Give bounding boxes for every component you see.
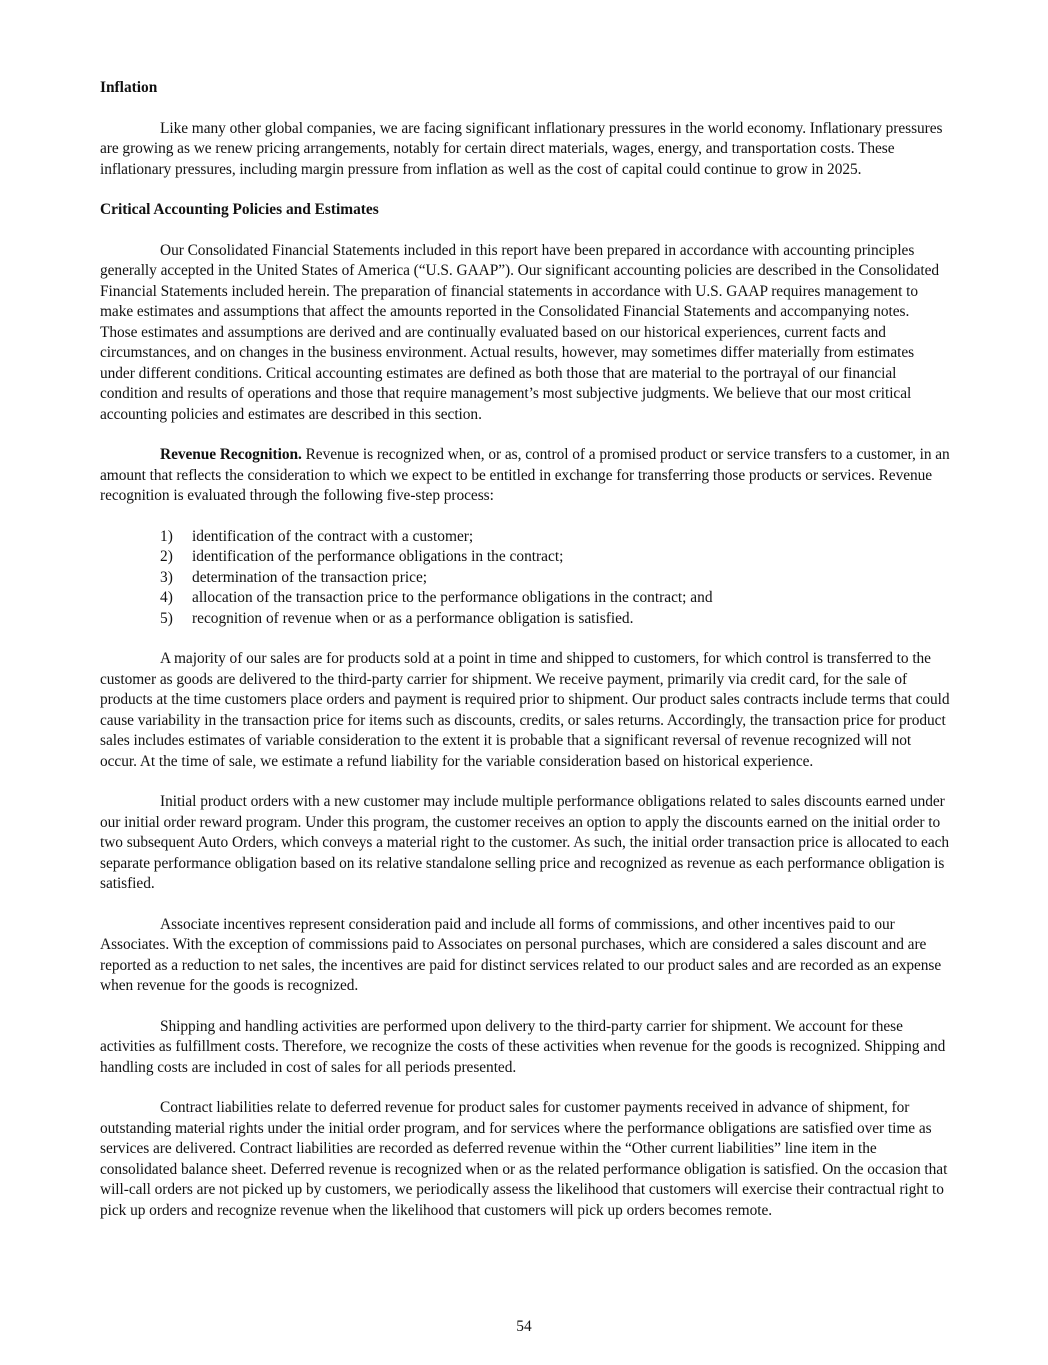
list-item-text: allocation of the transaction price to the performance obligations in the contract; and bbox=[192, 589, 713, 606]
list-item-number: 4) bbox=[160, 589, 173, 606]
section-heading-inflation: Inflation bbox=[100, 79, 158, 96]
list-item-text: recognition of revenue when or as a performance obligation is satisfied. bbox=[192, 609, 634, 627]
revenue-recognition-intro: Revenue is recognized when, or as, control of a promised product or service transfers to a customer, in an amount that reflects the consideration to which we expect to be entitled in exchange for transferring those products or services. Revenue recognition is evaluated through the following five-step process: bbox=[100, 446, 950, 504]
list-item-text: determination of the transaction price; bbox=[192, 568, 428, 586]
paragraph-point-in-time-sales: A majority of our sales are for products sold at a point in time and shipped to customers, for which control is transferred to the customer as goods are delivered to the third-party carrier for shipment. We receive payment, primarily via credit card, for the sale of products at the time customers place orders and payment is required prior to shipment. Our product sales contracts include terms that could cause variability in the transaction price for items such as discounts, credits, or sales returns. Accordingly, the transaction price for product sales includes estimates of variable consideration to the extent it is probable that a significant reversal of revenue recognized will not occur. At the time of sale, we estimate a refund liability for the variable consideration based on historical experience. bbox=[100, 650, 950, 770]
paragraph-initial-order-reward: Initial product orders with a new customer may include multiple performance obligations related to sales discounts earned under our initial order reward program. Under this program, the customer receives an option to apply the discounts earned on the initial order to two subsequent Auto Orders, which conveys a material right to the customer. As such, the initial order transaction price is allocated to each separate performance obligation based on its relative standalone selling price and recognized as revenue as each performance obligation is satisfied. bbox=[100, 793, 950, 892]
list-item bbox=[160, 527, 950, 548]
paragraph-revenue-recognition bbox=[100, 445, 950, 507]
five-step-list bbox=[100, 527, 950, 630]
paragraph-contract-liabilities: Contract liabilities relate to deferred revenue for product sales for customer payments received in advance of shipment, for outstanding material rights under the initial order program, and for services where the performance obligations are satisfied over time as services are delivered. Contract liabilities are recorded as deferred revenue within the “Other current liabilities” line item in the consolidated balance sheet. Deferred revenue is recognized when or as the related performance obligation is satisfied. On the occasion that will-call orders are not picked up by customers, we periodically assess the likelihood that customers will exercise their contractual right to pick up orders and recognize revenue when the likelihood that customers will pick up orders becomes remote. bbox=[100, 1099, 948, 1219]
paragraph-associate-incentives: Associate incentives represent consideration paid and include all forms of commissions, and other incentives paid to our Associates. With the exception of commissions paid to Associates on personal purchases, which are considered a sales discount and are reported as a reduction to net sales, the incentives are paid for distinct services related to our product sales and are recorded as an expense when revenue for the goods is recognized. bbox=[100, 915, 942, 994]
paragraph-shipping-handling: Shipping and handling activities are performed upon delivery to the third-party carrier for shipment. We account for these activities as fulfillment costs. Therefore, we recognize the costs of these activities when revenue for the goods is recognized. Shipping and handling costs are included in cost of sales for all periods presented. bbox=[100, 1017, 946, 1076]
list-item-text: identification of the contract with a customer; bbox=[192, 527, 474, 545]
list-item bbox=[160, 568, 950, 589]
list-item-number: 2) bbox=[160, 548, 173, 565]
list-item-number: 5) bbox=[160, 609, 173, 627]
list-item bbox=[160, 547, 950, 568]
list-item-number: 1) bbox=[160, 527, 173, 545]
list-item bbox=[160, 609, 950, 630]
document-page bbox=[100, 78, 950, 1241]
section-heading-critical-accounting: Critical Accounting Policies and Estimates bbox=[100, 201, 379, 218]
paragraph-critical-accounting: Our Consolidated Financial Statements included in this report have been prepared in accordance with accounting principles generally accepted in the United States of America (“U.S. GAAP”). Our significant accounting policies are described in the Consolidated Financial Statements included herein. The preparation of financial statements in accordance with U.S. GAAP requires management to make estimates and assumptions that affect the amounts reported in the Consolidated Financial Statements and accompanying notes. Those estimates and assumptions are derived and are continually evaluated based on our historical experiences, current facts and circumstances, and on changes in the business environment. Actual results, however, may sometimes differ materially from estimates under different conditions. Critical accounting estimates are defined as both those that are material to the portrayal of our financial condition and results of operations and those that require management’s most subjective judgments. We believe that our most critical accounting policies and estimates are described in this section. bbox=[100, 241, 940, 423]
list-item-number: 3) bbox=[160, 568, 173, 586]
page-number: 54 bbox=[516, 1318, 532, 1335]
list-item-text: identification of the performance obligations in the contract; bbox=[192, 548, 564, 565]
paragraph-inflation: Like many other global companies, we are facing significant inflationary pressures in the world economy. Inflationary pressures are growing as we renew pricing arrangements, notably for certain direct materials, wages, energy, and transportation costs. These inflationary pressures, including margin pressure from inflation as well as the cost of capital could continue to grow in 2025. bbox=[100, 119, 943, 178]
list-item bbox=[160, 588, 950, 609]
runin-heading-revenue-recognition: Revenue Recognition. bbox=[160, 446, 302, 463]
